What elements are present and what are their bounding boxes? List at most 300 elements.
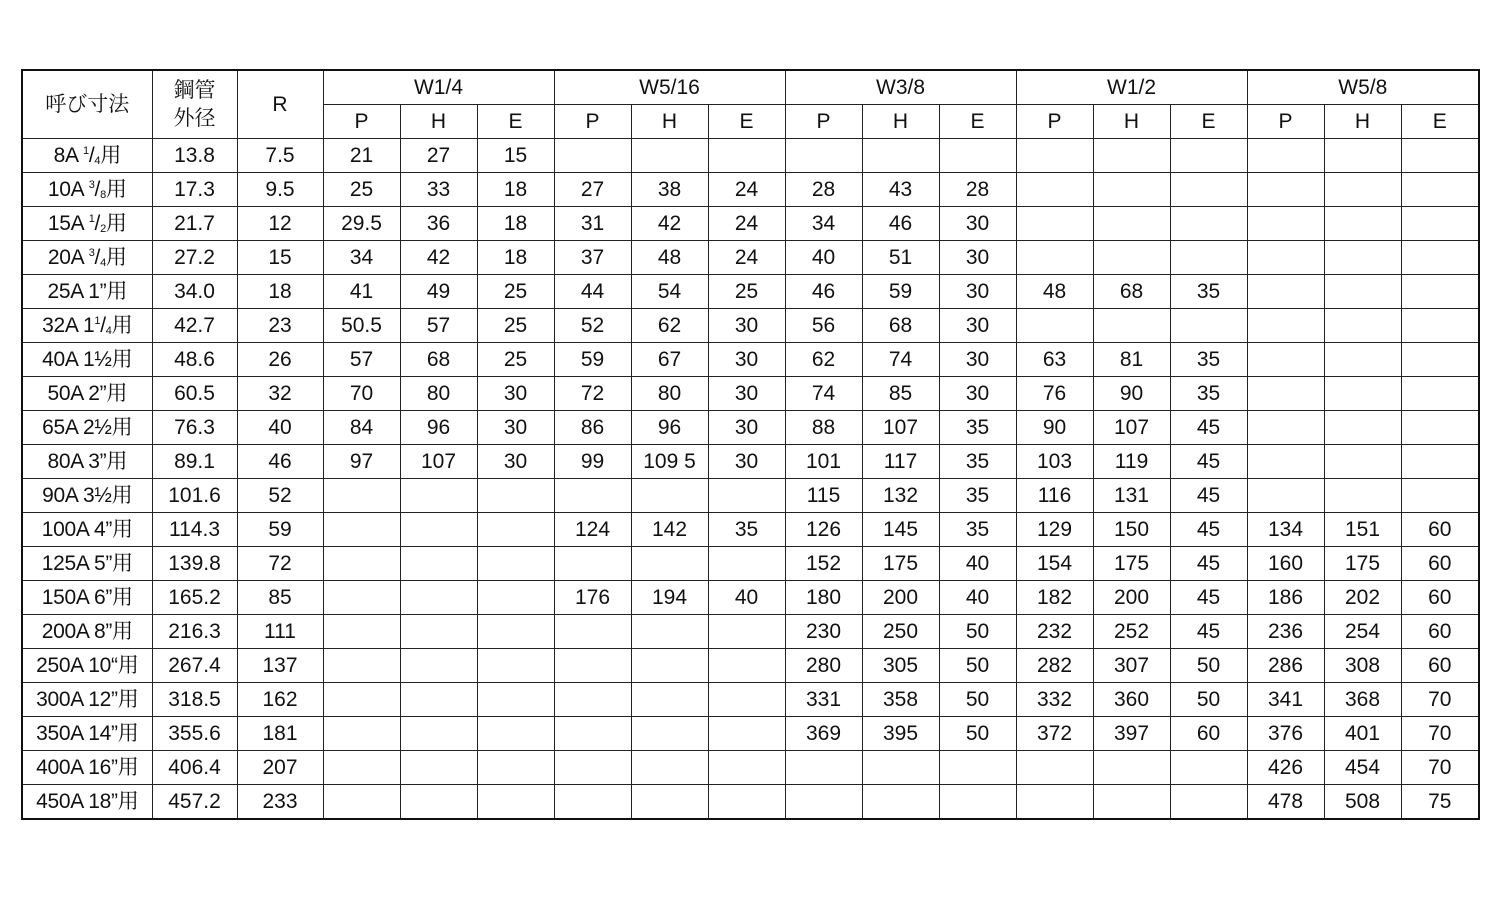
cell-r: 46 bbox=[237, 445, 323, 479]
table-row bbox=[22, 445, 1479, 479]
cell-w1-2-h: 175 bbox=[1093, 547, 1170, 581]
cell-w5-8-e: 70 bbox=[1401, 717, 1479, 751]
cell-w3-8-h: 395 bbox=[862, 717, 939, 751]
cell-r: 12 bbox=[237, 207, 323, 241]
cell-w5-8-p bbox=[1247, 309, 1324, 343]
cell-w1-2-p bbox=[1016, 309, 1093, 343]
nominal-size-text: 300A 12”用 bbox=[36, 688, 139, 711]
cell-w5-16-e bbox=[708, 785, 785, 820]
cell-w5-8-e bbox=[1401, 343, 1479, 377]
cell-w5-16-h bbox=[631, 615, 708, 649]
cell-w3-8-p: 40 bbox=[785, 241, 862, 275]
cell-w5-8-p bbox=[1247, 377, 1324, 411]
header-sub-e: E bbox=[939, 105, 1016, 139]
cell-w5-8-p: 478 bbox=[1247, 785, 1324, 820]
cell-w5-16-p bbox=[554, 547, 631, 581]
cell-w5-8-h bbox=[1324, 207, 1401, 241]
cell-nominal-size bbox=[22, 445, 152, 479]
cell-w1-2-e: 45 bbox=[1170, 581, 1247, 615]
table-row bbox=[22, 139, 1479, 173]
cell-w5-16-p: 59 bbox=[554, 343, 631, 377]
cell-w5-8-h bbox=[1324, 309, 1401, 343]
cell-w5-16-p: 44 bbox=[554, 275, 631, 309]
cell-w5-8-h: 175 bbox=[1324, 547, 1401, 581]
header-sub-h: H bbox=[862, 105, 939, 139]
cell-w5-8-e bbox=[1401, 445, 1479, 479]
cell-w5-16-h: 62 bbox=[631, 309, 708, 343]
nominal-size-text: 80A 3”用 bbox=[47, 450, 128, 473]
header-group-w5-8: W5/8 bbox=[1247, 70, 1479, 105]
cell-pipe-od: 267.4 bbox=[152, 649, 237, 683]
cell-w5-8-p bbox=[1247, 445, 1324, 479]
cell-w1-2-p: 48 bbox=[1016, 275, 1093, 309]
nominal-size-text: 450A 18”用 bbox=[36, 790, 139, 813]
cell-pipe-od: 21.7 bbox=[152, 207, 237, 241]
cell-w5-16-p bbox=[554, 717, 631, 751]
nominal-size-text: 25A 1”用 bbox=[47, 280, 128, 303]
cell-w3-8-p: 331 bbox=[785, 683, 862, 717]
cell-w1-4-e bbox=[477, 717, 554, 751]
cell-w1-2-e bbox=[1170, 207, 1247, 241]
cell-w5-16-p: 124 bbox=[554, 513, 631, 547]
cell-w1-2-e: 35 bbox=[1170, 343, 1247, 377]
cell-w3-8-e: 30 bbox=[939, 207, 1016, 241]
table-row bbox=[22, 241, 1479, 275]
nominal-size-suffix: 用 bbox=[105, 178, 127, 201]
cell-w3-8-e: 30 bbox=[939, 343, 1016, 377]
cell-w3-8-h: 74 bbox=[862, 343, 939, 377]
cell-w3-8-e: 30 bbox=[939, 309, 1016, 343]
cell-w1-4-e: 30 bbox=[477, 377, 554, 411]
cell-w1-2-h: 81 bbox=[1093, 343, 1170, 377]
cell-w1-4-e: 18 bbox=[477, 241, 554, 275]
header-sub-h: H bbox=[631, 105, 708, 139]
cell-w5-8-h: 401 bbox=[1324, 717, 1401, 751]
cell-w3-8-e: 30 bbox=[939, 377, 1016, 411]
cell-w1-4-h bbox=[400, 785, 477, 820]
nominal-size-text: 20A bbox=[47, 246, 89, 269]
header-sub-e: E bbox=[708, 105, 785, 139]
cell-w5-8-p bbox=[1247, 411, 1324, 445]
cell-w5-16-e: 30 bbox=[708, 445, 785, 479]
cell-w1-2-h: 307 bbox=[1093, 649, 1170, 683]
cell-w5-16-p: 31 bbox=[554, 207, 631, 241]
nominal-size-suffix: 用 bbox=[100, 144, 121, 167]
nominal-fraction bbox=[94, 314, 111, 337]
cell-w5-8-e bbox=[1401, 173, 1479, 207]
cell-w1-2-p: 332 bbox=[1016, 683, 1093, 717]
cell-r: 15 bbox=[237, 241, 323, 275]
nominal-size-text: 125A 5”用 bbox=[41, 552, 133, 575]
cell-w5-16-p bbox=[554, 649, 631, 683]
cell-w5-16-p bbox=[554, 615, 631, 649]
cell-w1-4-p: 70 bbox=[323, 377, 400, 411]
table-row bbox=[22, 275, 1479, 309]
cell-w5-16-h bbox=[631, 785, 708, 820]
cell-r: 40 bbox=[237, 411, 323, 445]
cell-w5-16-p bbox=[554, 683, 631, 717]
cell-w1-2-h bbox=[1093, 309, 1170, 343]
cell-r: 162 bbox=[237, 683, 323, 717]
cell-w1-4-p: 21 bbox=[323, 139, 400, 173]
cell-w1-2-e: 35 bbox=[1170, 377, 1247, 411]
cell-w3-8-h: 305 bbox=[862, 649, 939, 683]
cell-w1-4-h bbox=[400, 581, 477, 615]
header-group-w3-8: W3/8 bbox=[785, 70, 1016, 105]
cell-w5-8-h bbox=[1324, 445, 1401, 479]
cell-w5-8-p bbox=[1247, 207, 1324, 241]
cell-w3-8-h: 358 bbox=[862, 683, 939, 717]
nominal-fraction bbox=[89, 246, 106, 269]
cell-w1-2-e: 45 bbox=[1170, 615, 1247, 649]
header-r: R bbox=[237, 70, 323, 139]
nominal-size-suffix: 用 bbox=[105, 246, 127, 269]
cell-w3-8-p: 280 bbox=[785, 649, 862, 683]
cell-w3-8-e bbox=[939, 751, 1016, 785]
cell-w1-4-h: 49 bbox=[400, 275, 477, 309]
cell-w5-16-e: 30 bbox=[708, 309, 785, 343]
cell-w1-2-e: 45 bbox=[1170, 411, 1247, 445]
cell-w1-2-h: 200 bbox=[1093, 581, 1170, 615]
nominal-size-text: 200A 8”用 bbox=[41, 620, 133, 643]
cell-w3-8-h bbox=[862, 139, 939, 173]
cell-w5-16-p bbox=[554, 479, 631, 513]
cell-w1-4-e bbox=[477, 615, 554, 649]
cell-w3-8-h bbox=[862, 785, 939, 820]
cell-w5-8-e bbox=[1401, 377, 1479, 411]
cell-pipe-od: 48.6 bbox=[152, 343, 237, 377]
cell-w3-8-p: 101 bbox=[785, 445, 862, 479]
cell-w1-4-p bbox=[323, 717, 400, 751]
cell-w1-4-e bbox=[477, 581, 554, 615]
cell-w1-2-e bbox=[1170, 139, 1247, 173]
nominal-fraction bbox=[89, 212, 106, 235]
cell-nominal-size bbox=[22, 751, 152, 785]
cell-w3-8-h: 85 bbox=[862, 377, 939, 411]
cell-w3-8-e: 35 bbox=[939, 445, 1016, 479]
cell-w5-16-e: 25 bbox=[708, 275, 785, 309]
cell-w5-16-h: 109 5 bbox=[631, 445, 708, 479]
cell-w5-8-e: 60 bbox=[1401, 615, 1479, 649]
cell-pipe-od: 216.3 bbox=[152, 615, 237, 649]
cell-r: 207 bbox=[237, 751, 323, 785]
cell-w5-16-p: 27 bbox=[554, 173, 631, 207]
cell-nominal-size bbox=[22, 683, 152, 717]
cell-w5-16-e bbox=[708, 547, 785, 581]
header-pipe-od-line2: 外径 bbox=[173, 106, 216, 130]
cell-nominal-size bbox=[22, 649, 152, 683]
cell-w1-4-p bbox=[323, 751, 400, 785]
cell-w5-8-p: 134 bbox=[1247, 513, 1324, 547]
cell-w5-16-e bbox=[708, 615, 785, 649]
cell-w5-16-e: 30 bbox=[708, 377, 785, 411]
cell-w5-16-h: 54 bbox=[631, 275, 708, 309]
cell-w1-2-h: 107 bbox=[1093, 411, 1170, 445]
cell-w3-8-e: 35 bbox=[939, 411, 1016, 445]
cell-w5-8-p bbox=[1247, 173, 1324, 207]
cell-w3-8-e: 35 bbox=[939, 513, 1016, 547]
cell-w5-8-h bbox=[1324, 139, 1401, 173]
cell-w1-4-e bbox=[477, 513, 554, 547]
nominal-size-text: 10A bbox=[47, 178, 89, 201]
cell-w5-16-h bbox=[631, 717, 708, 751]
header-row-groups bbox=[22, 70, 1479, 105]
table-row bbox=[22, 581, 1479, 615]
cell-w1-4-e: 30 bbox=[477, 445, 554, 479]
cell-w5-8-h: 454 bbox=[1324, 751, 1401, 785]
cell-w3-8-e: 50 bbox=[939, 615, 1016, 649]
fraction-numerator: 3 bbox=[88, 179, 95, 191]
cell-w3-8-p bbox=[785, 751, 862, 785]
fraction-numerator: 3 bbox=[88, 247, 95, 259]
cell-w5-16-p: 72 bbox=[554, 377, 631, 411]
header-sub-h: H bbox=[1093, 105, 1170, 139]
cell-w1-2-p bbox=[1016, 241, 1093, 275]
cell-w5-16-h bbox=[631, 479, 708, 513]
cell-w1-4-h: 96 bbox=[400, 411, 477, 445]
cell-r: 233 bbox=[237, 785, 323, 820]
cell-w1-2-e bbox=[1170, 751, 1247, 785]
header-pipe-od-line1: 鋼管 bbox=[173, 78, 216, 102]
cell-w1-4-h: 68 bbox=[400, 343, 477, 377]
cell-w1-2-e bbox=[1170, 241, 1247, 275]
cell-pipe-od: 101.6 bbox=[152, 479, 237, 513]
cell-w5-8-p bbox=[1247, 139, 1324, 173]
cell-w5-16-e: 24 bbox=[708, 207, 785, 241]
cell-w1-4-p: 57 bbox=[323, 343, 400, 377]
cell-w5-8-e: 60 bbox=[1401, 513, 1479, 547]
nominal-size-text: 350A 14”用 bbox=[36, 722, 139, 745]
cell-w1-4-e: 15 bbox=[477, 139, 554, 173]
cell-w1-2-e: 45 bbox=[1170, 513, 1247, 547]
cell-nominal-size bbox=[22, 717, 152, 751]
cell-w1-2-p: 182 bbox=[1016, 581, 1093, 615]
cell-w1-2-p bbox=[1016, 751, 1093, 785]
cell-w1-2-p: 372 bbox=[1016, 717, 1093, 751]
cell-w3-8-h: 68 bbox=[862, 309, 939, 343]
cell-w1-2-h: 119 bbox=[1093, 445, 1170, 479]
cell-w1-4-h: 33 bbox=[400, 173, 477, 207]
cell-w1-2-p: 129 bbox=[1016, 513, 1093, 547]
cell-w3-8-h: 46 bbox=[862, 207, 939, 241]
cell-w1-4-e bbox=[477, 479, 554, 513]
fraction-numerator: 1 bbox=[94, 315, 101, 327]
cell-nominal-size bbox=[22, 377, 152, 411]
fraction-denominator: 2 bbox=[100, 223, 106, 235]
header-sub-p: P bbox=[323, 105, 400, 139]
cell-w1-4-p bbox=[323, 785, 400, 820]
cell-w1-4-h bbox=[400, 615, 477, 649]
cell-w3-8-e bbox=[939, 785, 1016, 820]
cell-w1-4-p: 34 bbox=[323, 241, 400, 275]
cell-pipe-od: 17.3 bbox=[152, 173, 237, 207]
cell-w1-2-p: 90 bbox=[1016, 411, 1093, 445]
cell-w1-4-p: 41 bbox=[323, 275, 400, 309]
cell-w1-4-p: 84 bbox=[323, 411, 400, 445]
cell-w5-8-h bbox=[1324, 173, 1401, 207]
cell-w5-8-p bbox=[1247, 479, 1324, 513]
cell-w5-16-p: 99 bbox=[554, 445, 631, 479]
cell-pipe-od: 34.0 bbox=[152, 275, 237, 309]
cell-w5-8-p bbox=[1247, 343, 1324, 377]
cell-nominal-size bbox=[22, 513, 152, 547]
fraction-denominator: 4 bbox=[100, 257, 106, 269]
cell-w3-8-e: 30 bbox=[939, 275, 1016, 309]
nominal-size-text: 15A bbox=[47, 212, 89, 235]
cell-w5-8-e bbox=[1401, 275, 1479, 309]
cell-w3-8-h: 107 bbox=[862, 411, 939, 445]
cell-w1-4-h bbox=[400, 479, 477, 513]
cell-w1-4-p: 29.5 bbox=[323, 207, 400, 241]
cell-w5-8-p: 376 bbox=[1247, 717, 1324, 751]
cell-w3-8-e: 35 bbox=[939, 479, 1016, 513]
cell-w5-16-e: 30 bbox=[708, 343, 785, 377]
cell-w5-8-h bbox=[1324, 411, 1401, 445]
header-group-w5-16: W5/16 bbox=[554, 70, 785, 105]
cell-r: 18 bbox=[237, 275, 323, 309]
cell-w1-4-p bbox=[323, 683, 400, 717]
header-sub-p: P bbox=[785, 105, 862, 139]
cell-w3-8-p: 56 bbox=[785, 309, 862, 343]
fraction-slash: / bbox=[88, 144, 95, 167]
cell-w5-8-e: 75 bbox=[1401, 785, 1479, 820]
cell-nominal-size bbox=[22, 547, 152, 581]
header-nominal-size: 呼び寸法 bbox=[22, 70, 152, 139]
cell-w1-4-e: 30 bbox=[477, 411, 554, 445]
cell-w3-8-h: 175 bbox=[862, 547, 939, 581]
table-body bbox=[22, 139, 1479, 820]
cell-w1-2-p: 282 bbox=[1016, 649, 1093, 683]
cell-w5-8-h bbox=[1324, 343, 1401, 377]
table-row bbox=[22, 513, 1479, 547]
cell-w5-16-e: 30 bbox=[708, 411, 785, 445]
cell-w5-8-p: 160 bbox=[1247, 547, 1324, 581]
cell-r: 72 bbox=[237, 547, 323, 581]
cell-w5-8-e bbox=[1401, 309, 1479, 343]
cell-nominal-size bbox=[22, 173, 152, 207]
cell-w1-4-p bbox=[323, 513, 400, 547]
cell-w1-4-p bbox=[323, 547, 400, 581]
cell-w3-8-e: 40 bbox=[939, 547, 1016, 581]
cell-w3-8-h bbox=[862, 751, 939, 785]
cell-w1-4-p: 50.5 bbox=[323, 309, 400, 343]
cell-w1-4-h bbox=[400, 683, 477, 717]
cell-r: 32 bbox=[237, 377, 323, 411]
cell-nominal-size bbox=[22, 207, 152, 241]
fraction-slash: / bbox=[94, 178, 101, 201]
cell-w5-16-p: 37 bbox=[554, 241, 631, 275]
cell-w3-8-e: 40 bbox=[939, 581, 1016, 615]
nominal-size-text: 150A 6”用 bbox=[41, 586, 133, 609]
cell-w1-4-h bbox=[400, 751, 477, 785]
cell-r: 85 bbox=[237, 581, 323, 615]
cell-w5-16-h: 42 bbox=[631, 207, 708, 241]
cell-w5-8-h: 202 bbox=[1324, 581, 1401, 615]
cell-w5-16-p: 86 bbox=[554, 411, 631, 445]
cell-w5-8-h bbox=[1324, 241, 1401, 275]
cell-r: 7.5 bbox=[237, 139, 323, 173]
cell-w5-8-h: 151 bbox=[1324, 513, 1401, 547]
cell-w5-8-h bbox=[1324, 377, 1401, 411]
cell-w1-4-e: 25 bbox=[477, 343, 554, 377]
cell-w1-4-h: 27 bbox=[400, 139, 477, 173]
cell-w5-16-p bbox=[554, 785, 631, 820]
fraction-slash: / bbox=[100, 314, 106, 337]
cell-w1-2-e: 45 bbox=[1170, 547, 1247, 581]
cell-w3-8-p: 28 bbox=[785, 173, 862, 207]
header-sub-p: P bbox=[554, 105, 631, 139]
nominal-fraction bbox=[89, 178, 106, 201]
cell-nominal-size bbox=[22, 309, 152, 343]
cell-w3-8-e: 50 bbox=[939, 717, 1016, 751]
cell-w1-4-p bbox=[323, 581, 400, 615]
cell-r: 111 bbox=[237, 615, 323, 649]
cell-w5-16-h: 48 bbox=[631, 241, 708, 275]
cell-w1-2-e bbox=[1170, 785, 1247, 820]
cell-w5-16-h bbox=[631, 547, 708, 581]
cell-w5-16-h: 67 bbox=[631, 343, 708, 377]
cell-w5-8-h: 254 bbox=[1324, 615, 1401, 649]
cell-w5-8-e bbox=[1401, 479, 1479, 513]
cell-w1-4-e: 25 bbox=[477, 309, 554, 343]
cell-w3-8-p bbox=[785, 139, 862, 173]
cell-w1-2-h: 252 bbox=[1093, 615, 1170, 649]
cell-w1-2-h bbox=[1093, 173, 1170, 207]
cell-w3-8-p: 34 bbox=[785, 207, 862, 241]
cell-nominal-size bbox=[22, 785, 152, 820]
table-row bbox=[22, 173, 1479, 207]
fraction-denominator: 4 bbox=[105, 325, 112, 337]
cell-w1-2-e: 35 bbox=[1170, 275, 1247, 309]
cell-w5-8-e bbox=[1401, 411, 1479, 445]
cell-w5-8-p: 286 bbox=[1247, 649, 1324, 683]
cell-pipe-od: 318.5 bbox=[152, 683, 237, 717]
cell-r: 59 bbox=[237, 513, 323, 547]
fraction-numerator: 1 bbox=[88, 213, 95, 225]
table-row bbox=[22, 649, 1479, 683]
table-row bbox=[22, 377, 1479, 411]
nominal-size-text: 90A 3½用 bbox=[42, 484, 133, 507]
cell-w3-8-h: 117 bbox=[862, 445, 939, 479]
cell-w5-8-e: 60 bbox=[1401, 547, 1479, 581]
cell-w5-16-p: 176 bbox=[554, 581, 631, 615]
cell-w5-8-p: 236 bbox=[1247, 615, 1324, 649]
cell-w1-2-e: 45 bbox=[1170, 445, 1247, 479]
cell-w1-2-h: 68 bbox=[1093, 275, 1170, 309]
cell-w1-2-h bbox=[1093, 241, 1170, 275]
cell-w3-8-p: 230 bbox=[785, 615, 862, 649]
cell-w1-4-p: 25 bbox=[323, 173, 400, 207]
cell-w1-2-p: 116 bbox=[1016, 479, 1093, 513]
header-sub-p: P bbox=[1247, 105, 1324, 139]
header-group-w1-2: W1/2 bbox=[1016, 70, 1247, 105]
cell-pipe-od: 13.8 bbox=[152, 139, 237, 173]
cell-w1-2-h bbox=[1093, 751, 1170, 785]
cell-r: 181 bbox=[237, 717, 323, 751]
cell-w1-2-h: 131 bbox=[1093, 479, 1170, 513]
cell-w1-2-h: 150 bbox=[1093, 513, 1170, 547]
table-row bbox=[22, 683, 1479, 717]
cell-w3-8-e: 50 bbox=[939, 683, 1016, 717]
cell-w5-16-h: 96 bbox=[631, 411, 708, 445]
cell-r: 52 bbox=[237, 479, 323, 513]
cell-w5-8-e: 70 bbox=[1401, 683, 1479, 717]
cell-w1-4-h: 57 bbox=[400, 309, 477, 343]
cell-w1-2-e: 60 bbox=[1170, 717, 1247, 751]
cell-pipe-od: 60.5 bbox=[152, 377, 237, 411]
cell-w1-2-h: 360 bbox=[1093, 683, 1170, 717]
cell-w1-4-h: 36 bbox=[400, 207, 477, 241]
